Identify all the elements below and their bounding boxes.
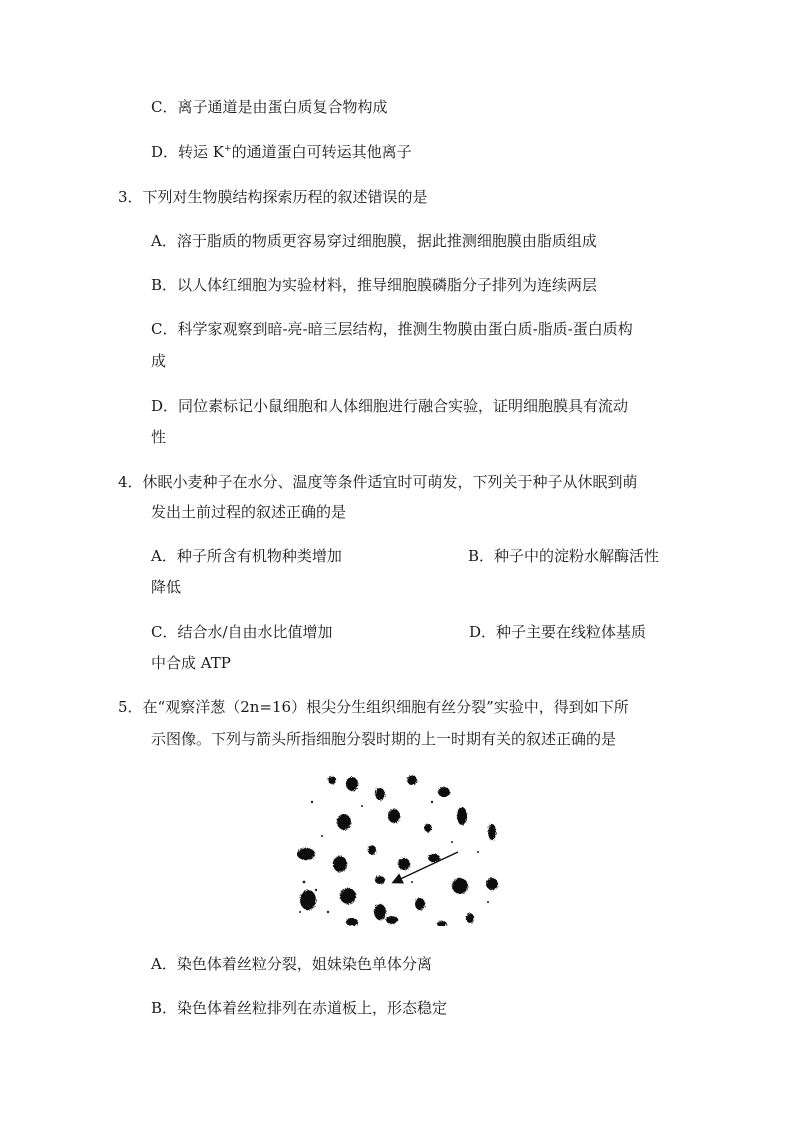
q2-option-d-post: 的通道蛋白可转运其他离子 bbox=[231, 143, 412, 161]
q4-stem-line1: 4．休眠小麦种子在水分、温度等条件适宜时可萌发，下列关于种子从休眠到萌 bbox=[118, 473, 638, 491]
q4-option-b-line2: 降低 bbox=[151, 578, 182, 596]
q5-stem-line1: 5．在“观察洋葱（2n=16）根尖分生组织细胞有丝分裂”实验中，得到如下所 bbox=[118, 698, 629, 716]
q4-option-c: C．结合水/自由水比值增加 bbox=[151, 623, 333, 641]
q4-option-b-line1: B．种子中的淀粉水解酶活性 bbox=[468, 547, 660, 565]
q4-option-d-line2: 中合成 ATP bbox=[151, 654, 231, 672]
q3-option-d-line2: 性 bbox=[151, 428, 167, 446]
q3-option-c-line2: 成 bbox=[151, 352, 167, 370]
q3-option-a: A．溶于脂质的物质更容易穿过细胞膜，据此推测细胞膜由脂质组成 bbox=[151, 232, 597, 250]
q3-stem: 3．下列对生物膜结构探索历程的叙述错误的是 bbox=[118, 188, 428, 206]
q3-option-c-line1: C．科学家观察到暗-亮-暗三层结构，推测生物膜由蛋白质-脂质-蛋白质构 bbox=[151, 320, 633, 338]
q2-option-c: C．离子通道是由蛋白质复合物构成 bbox=[151, 98, 388, 116]
q2-option-d bbox=[151, 141, 412, 163]
q5-option-a: A．染色体着丝粒分裂，姐妹染色单体分离 bbox=[151, 955, 432, 973]
q5-option-b: B．染色体着丝粒排列在赤道板上，形态稳定 bbox=[151, 999, 448, 1017]
q4-option-a: A．种子所含有机物种类增加 bbox=[151, 547, 342, 565]
q3-option-d-line1: D．同位素标记小鼠细胞和人体细胞进行融合实验，证明细胞膜具有流动 bbox=[151, 397, 629, 415]
q2-option-d-sup: + bbox=[224, 144, 232, 154]
q2-option-d-pre: D．转运 K bbox=[151, 143, 225, 161]
micrograph-image bbox=[292, 772, 506, 926]
q3-option-b: B．以人体红细胞为实验材料，推导细胞膜磷脂分子排列为连续两层 bbox=[151, 276, 598, 294]
q5-stem-line2: 示图像。下列与箭头所指细胞分裂时期的上一时期有关的叙述正确的是 bbox=[151, 730, 617, 748]
micrograph-figure bbox=[292, 772, 506, 926]
q4-stem-line2: 发出土前过程的叙述正确的是 bbox=[151, 503, 347, 521]
q4-option-d-line1: D．种子主要在线粒体基质 bbox=[469, 623, 647, 641]
